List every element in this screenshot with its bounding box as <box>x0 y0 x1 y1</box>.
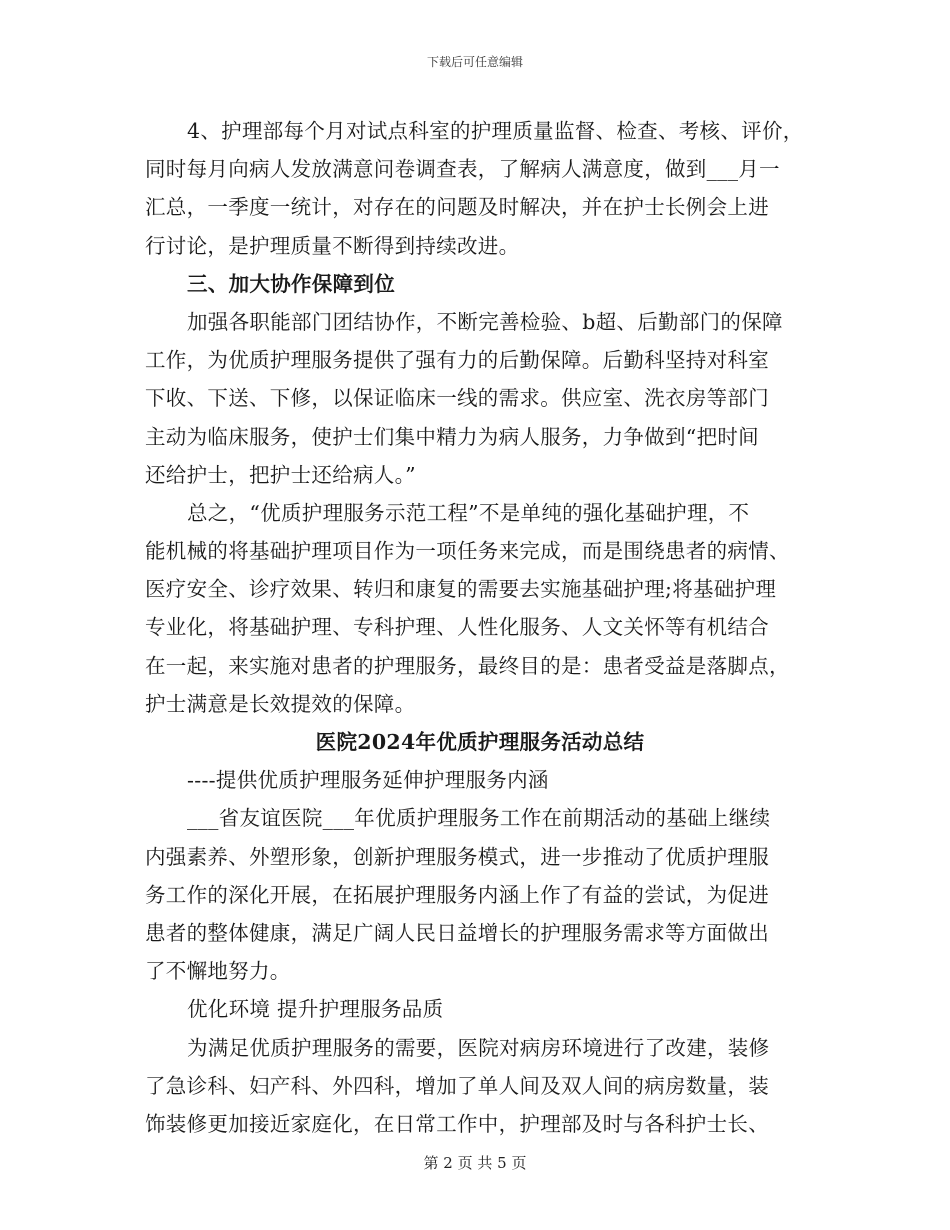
paragraph-line: 加强各职能部门团结协作，不断完善检验、b超、后勤部门的保障 <box>187 309 783 334</box>
paragraph-line: 4、护理部每个月对试点科室的护理质量监督、检查、考核、评价， <box>187 119 804 143</box>
paragraph-line: 专业化，将基础护理、专科护理、人性化服务、人文关怀等有机结合 <box>145 615 769 640</box>
subsection-heading: 优化环境 提升护理服务品质 <box>187 997 444 1022</box>
paragraph-line: 护士满意是长效提效的保障。 <box>145 691 416 716</box>
paragraph-line: ___省友谊医院___年优质护理服务工作在前期活动的基础上继续 <box>187 806 771 831</box>
paragraph-line: 汇总，一季度一统计，对存在的问题及时解决，并在护士长例会上进 <box>145 195 769 220</box>
paragraph-line: 还给护士，把护士还给病人。” <box>145 462 416 487</box>
paragraph-line: 能机械的将基础护理项目作为一项任务来完成，而是围绕患者的病情、 <box>145 539 790 564</box>
document-title: 医院2024年优质护理服务活动总结 <box>315 730 645 754</box>
document-body <box>145 112 815 1143</box>
paragraph-line: 医疗安全、诊疗效果、转归和康复的需要去实施基础护理;将基础护理 <box>145 577 777 602</box>
paragraph-line: 在一起，来实施对患者的护理服务，最终目的是：患者受益是落脚点， <box>145 653 790 678</box>
page-number-footer: 第 2 页 共 5 页 <box>423 1154 527 1172</box>
paragraph-line: 饰装修更加接近家庭化，在日常工作中，护理部及时与各科护士长、 <box>145 1111 769 1136</box>
page-header-note: 下载后可任意编辑 <box>426 55 523 69</box>
paragraph-line: 同时每月向病人发放满意问卷调查表，了解病人满意度，做到___月一 <box>145 157 780 182</box>
document-subtitle: ----提供优质护理服务延伸护理服务内涵 <box>187 768 549 793</box>
paragraph-line: 工作，为优质护理服务提供了强有力的后勤保障。后勤科坚持对科室 <box>145 348 769 373</box>
paragraph-line: 为满足优质护理服务的需要，医院对病房环境进行了改建，装修 <box>187 1035 770 1060</box>
paragraph-line: 行讨论，是护理质量不断得到持续改进。 <box>145 233 520 258</box>
section-heading: 三、加大协作保障到位 <box>187 271 395 296</box>
paragraph-line: 了急诊科、妇产科、外四科，增加了单人间及双人间的病房数量，装 <box>145 1073 769 1098</box>
paragraph-line: 主动为临床服务，使护士们集中精力为病人服务，力争做到“把时间 <box>145 424 759 449</box>
paragraph-line: 总之，“优质护理服务示范工程”不是单纯的强化基础护理，不 <box>187 500 750 525</box>
paragraph-line: 务工作的深化开展，在拓展护理服务内涵上作了有益的尝试，为促进 <box>145 882 769 907</box>
paragraph-line: 患者的整体健康，满足广阔人民日益增长的护理服务需求等方面做出 <box>145 920 769 945</box>
paragraph-line: 了不懈地努力。 <box>145 959 291 984</box>
paragraph-line: 内强素养、外塑形象，创新护理服务模式，进一步推动了优质护理服 <box>145 844 769 869</box>
paragraph-line: 下收、下送、下修，以保证临床一线的需求。供应室、洗衣房等部门 <box>145 386 769 411</box>
